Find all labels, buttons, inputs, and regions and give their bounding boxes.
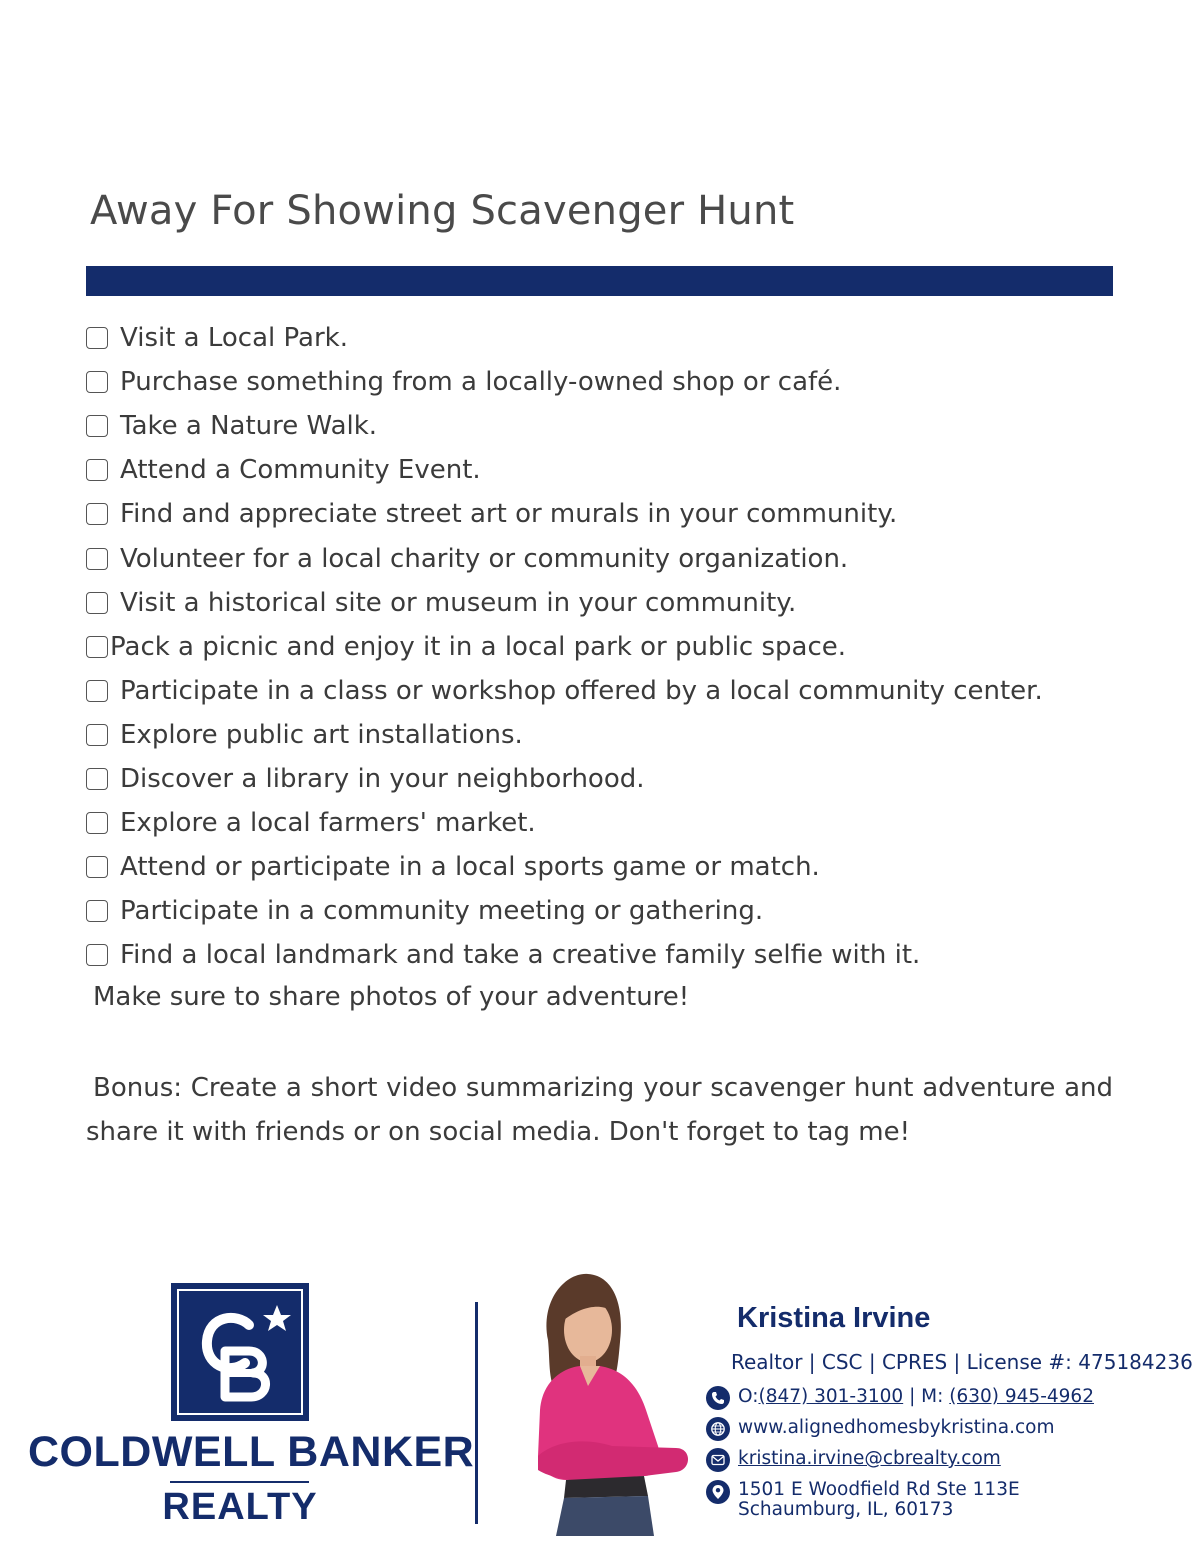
address-line1: 1501 E Woodfield Rd Ste 113E — [738, 1479, 1020, 1500]
mobile-label: | M: — [903, 1386, 950, 1407]
checklist-item — [86, 889, 1146, 933]
checkbox[interactable] — [86, 900, 108, 922]
mobile-phone-link[interactable]: (630) 945-4962 — [949, 1386, 1094, 1407]
checklist-item — [86, 757, 1146, 801]
checkbox[interactable] — [86, 812, 108, 834]
checklist-item-label: Visit a historical site or museum in your community. — [120, 587, 797, 618]
checkbox[interactable] — [86, 548, 108, 570]
checklist-item-label: Take a Nature Walk. — [120, 411, 378, 442]
checklist-item-label: Attend or participate in a local sports game or match. — [120, 852, 820, 883]
checklist-item-label: Participate in a community meeting or gathering. — [120, 896, 764, 927]
checklist-item-label: Volunteer for a local charity or community organization. — [120, 543, 849, 574]
agent-name: Kristina Irvine — [737, 1302, 931, 1334]
checkbox[interactable] — [86, 856, 108, 878]
checklist-item — [86, 316, 1146, 360]
phone-icon — [706, 1386, 730, 1410]
title-divider-bar — [86, 266, 1113, 296]
coldwell-banker-logo — [171, 1283, 309, 1421]
checkbox[interactable] — [86, 592, 108, 614]
office-phone-link[interactable]: (847) 301-3100 — [758, 1386, 904, 1407]
checkbox[interactable] — [86, 503, 108, 525]
brand-name-line2: REALTY — [162, 1486, 318, 1528]
checklist-item-label: Find and appreciate street art or murals in your community. — [120, 499, 898, 530]
checkbox[interactable] — [86, 636, 108, 658]
checklist-item — [86, 581, 1146, 625]
checklist-item-label: Participate in a class or workshop offered by a local community center. — [120, 675, 1043, 706]
email-link[interactable]: kristina.irvine@cbrealty.com — [738, 1448, 1001, 1469]
checklist-item-label: Explore a local farmers' market. — [120, 808, 536, 839]
checklist-item-label: Attend a Community Event. — [120, 455, 481, 486]
checklist-item — [86, 360, 1146, 404]
contact-phone-row — [706, 1386, 1094, 1410]
checklist-item — [86, 625, 1146, 669]
footer-vertical-divider — [475, 1302, 478, 1524]
checkbox[interactable] — [86, 459, 108, 481]
brand-divider — [170, 1481, 309, 1483]
logo-frame — [177, 1289, 303, 1415]
checkbox[interactable] — [86, 327, 108, 349]
checkbox[interactable] — [86, 944, 108, 966]
checklist-item — [86, 801, 1146, 845]
checklist-item — [86, 404, 1146, 448]
checklist-item — [86, 845, 1146, 889]
checkbox[interactable] — [86, 680, 108, 702]
website-link[interactable]: www.alignedhomesbykristina.com — [738, 1417, 1055, 1438]
checklist-item-label: Visit a Local Park. — [120, 323, 348, 354]
bonus-paragraph: Bonus: Create a short video summarizing your scavenger hunt adventure and share it with friends or on social media. Don't forget to tag me! — [86, 1073, 1113, 1147]
checklist-item — [86, 536, 1146, 580]
checklist-item — [86, 669, 1146, 713]
mail-icon — [706, 1448, 730, 1472]
agent-credentials: Realtor | CSC | CPRES | License #: 475184236 — [731, 1350, 1193, 1374]
checkbox[interactable] — [86, 724, 108, 746]
brand-name-line1: COLDWELL BANKER — [28, 1428, 475, 1476]
globe-icon — [706, 1417, 730, 1441]
location-pin-icon — [706, 1480, 730, 1504]
contact-email-row — [706, 1448, 1001, 1472]
checklist-item-label: Explore public art installations. — [120, 719, 523, 750]
contact-address-row — [706, 1480, 1020, 1520]
checklist-item-label: Pack a picnic and enjoy it in a local park or public space. — [110, 631, 847, 662]
office-label: O: — [738, 1386, 759, 1407]
address-line2: Schaumburg, IL, 60173 — [738, 1499, 954, 1520]
checklist-item-label: Find a local landmark and take a creative family selfie with it. — [120, 940, 921, 971]
checklist-item-label: Purchase something from a locally-owned shop or café. — [120, 367, 842, 398]
contact-website-row — [706, 1417, 1055, 1441]
agent-photo — [526, 1270, 694, 1536]
checklist-item — [86, 713, 1146, 757]
checklist-item — [86, 933, 1146, 977]
checkbox[interactable] — [86, 768, 108, 790]
checklist-item-label: Discover a library in your neighborhood. — [120, 763, 645, 794]
page-title: Away For Showing Scavenger Hunt — [90, 188, 795, 234]
checklist-item — [86, 448, 1146, 492]
share-note: Make sure to share photos of your adventure! — [93, 982, 690, 1012]
scavenger-checklist — [86, 316, 1146, 977]
address-block — [738, 1480, 1020, 1520]
checkbox[interactable] — [86, 415, 108, 437]
checklist-item — [86, 492, 1146, 536]
cb-monogram-icon — [179, 1291, 301, 1413]
checkbox[interactable] — [86, 371, 108, 393]
